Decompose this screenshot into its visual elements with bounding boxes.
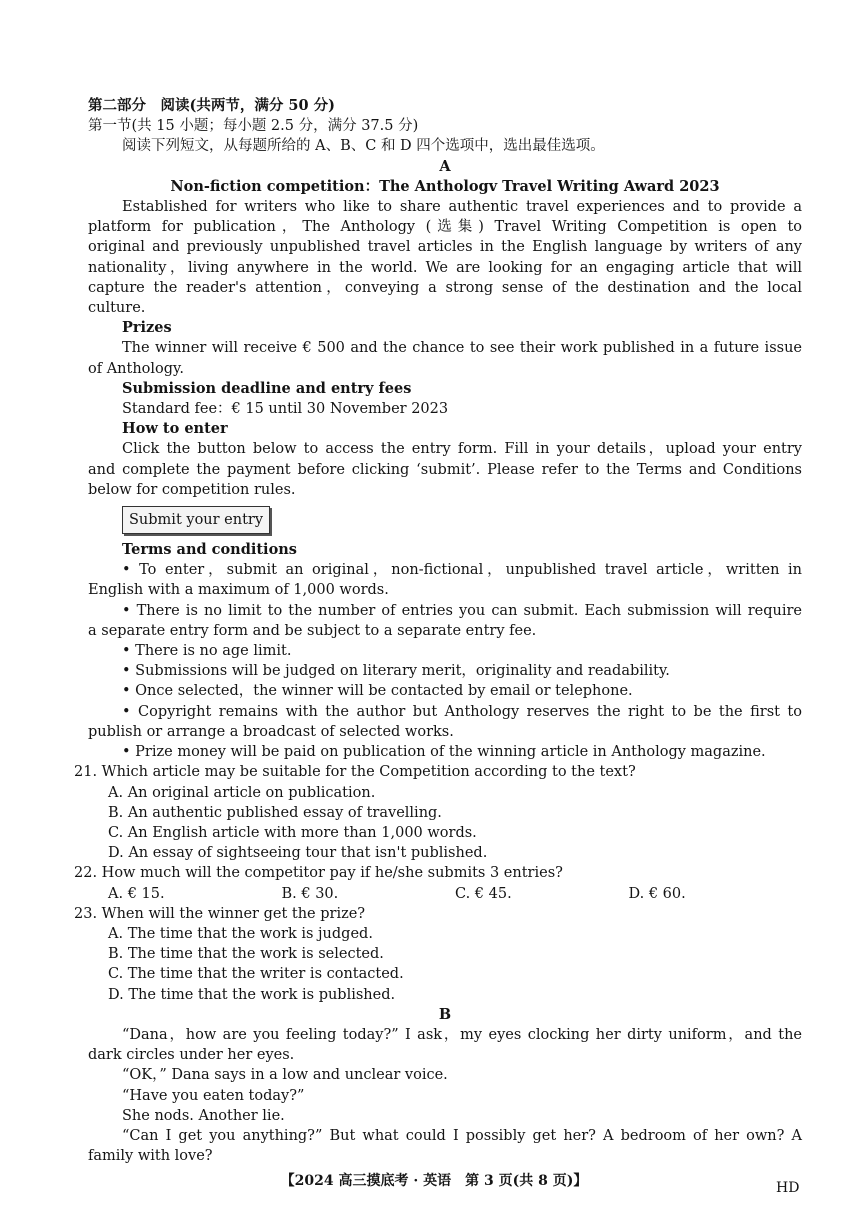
- terms-list: [88, 560, 802, 762]
- footer-code: HD: [776, 1180, 800, 1196]
- list-item: • There is no limit to the number of entries you can submit. Each submission will require: [122, 602, 802, 619]
- text-line: culture.: [88, 300, 146, 317]
- text-line: The winner will receive € 500 and the chance to see their work published in a future issue: [122, 340, 802, 357]
- option: C. € 45.: [455, 885, 512, 902]
- text-line: Click the button below to access the entry form. Fill in your details，upload your entry: [122, 441, 802, 458]
- text-line: and complete the payment before clicking ‘submit’. Please refer to the Terms and Conditions: [88, 461, 802, 478]
- submit-button-area: [88, 500, 802, 540]
- list-item: • There is no age limit.: [122, 643, 292, 660]
- terms-heading: Terms and conditions: [122, 541, 297, 559]
- prizes-heading: Prizes: [122, 319, 172, 337]
- text-line: “Dana，how are you feeling today?” I ask，my eyes clocking her dirty uniform，and the: [122, 1026, 802, 1043]
- option: B. The time that the work is selected.: [108, 946, 384, 963]
- list-item: • Submissions will be judged on literary merit，originality and readability.: [122, 663, 670, 680]
- question-stem: 23. When will the winner get the prize?: [74, 905, 366, 922]
- option: A. An original article on publication.: [108, 784, 376, 801]
- option: D. The time that the work is published.: [108, 986, 396, 1003]
- intro-paragraph: [88, 197, 802, 318]
- text-line: “OK，” Dana says in a low and unclear voice.: [122, 1067, 448, 1084]
- text-line: family with love?: [88, 1148, 213, 1165]
- option: C. The time that the writer is contacted.: [108, 966, 404, 983]
- page-footer: 【2024 高三摸底考 · 英语 第 3 页(共 8 页)】: [280, 1173, 588, 1189]
- option: A. € 15.: [108, 885, 165, 902]
- text-line: She nods. Another lie.: [122, 1107, 285, 1124]
- list-item: • Once selected，the winner will be contacted by email or telephone.: [122, 683, 633, 700]
- question-21: [74, 762, 802, 863]
- question-23: [74, 904, 802, 1005]
- question-stem: 22. How much will the competitor pay if he/she submits 3 entries?: [74, 865, 563, 882]
- passage-b-text: [88, 1025, 802, 1166]
- question-22: [74, 863, 802, 903]
- text-line: capture the reader's attention，conveying a strong sense of the destination and the local: [88, 279, 802, 296]
- list-item: • Copyright remains with the author but Anthology reserves the right to be the first to: [122, 703, 802, 720]
- option: B. An authentic published essay of travelling.: [108, 804, 442, 821]
- passage-letter-a: A: [439, 157, 451, 175]
- option: C. An English article with more than 1,000 words.: [108, 824, 477, 841]
- list-item: English with a maximum of 1,000 words.: [88, 582, 389, 599]
- passage-title: Non-fiction competition：The Anthologv Travel Writing Award 2023: [170, 177, 720, 195]
- option: D. € 60.: [628, 885, 686, 902]
- text-line: platform for publication，The Anthology (选集) Travel Writing Competition is open to: [88, 219, 802, 236]
- question-stem: 21. Which article may be suitable for the Competition according to the text?: [74, 764, 636, 781]
- text-line: dark circles under her eyes.: [88, 1047, 295, 1064]
- section-heading: 第一节(共 15 小题；每小题 2.5 分，满分 37.5 分): [88, 118, 419, 135]
- instruction: 阅读下列短文，从每题所给的 A、B、C 和 D 四个选项中，选出最佳选项。: [122, 138, 605, 155]
- option: B. € 30.: [281, 885, 339, 902]
- option: A. The time that the work is judged.: [108, 925, 373, 942]
- exam-page: [74, 96, 802, 1166]
- list-item: • To enter，submit an original，non-fictional，unpublished travel article，written in: [122, 562, 802, 579]
- option: D. An essay of sightseeing tour that isn't published.: [108, 845, 488, 862]
- text-line: nationality，living anywhere in the world. We are looking for an engaging article that will: [88, 259, 802, 276]
- passage-letter-b: B: [438, 1005, 452, 1023]
- text-line: original and previously unpublished travel articles in the English language by writers of any: [88, 239, 802, 256]
- text-line: Established for writers who like to share authentic travel experiences and to provide a: [122, 199, 802, 216]
- option-row: [74, 884, 802, 904]
- deadline-heading: Submission deadline and entry fees: [122, 379, 412, 397]
- text-line: below for competition rules.: [88, 481, 296, 498]
- text-line: “Can I get you anything?” But what could I possibly get her? A bedroom of her own? A: [122, 1127, 802, 1144]
- submit-entry-button[interactable]: Submit your entry: [122, 506, 270, 534]
- list-item: a separate entry form and be subject to a separate entry fee.: [88, 622, 537, 639]
- list-item: publish or arrange a broadcast of selected works.: [88, 723, 454, 740]
- text-line: of Anthology.: [88, 360, 184, 377]
- how-to-enter-heading: How to enter: [122, 420, 228, 438]
- text-line: “Have you eaten today?”: [122, 1087, 305, 1104]
- deadline-text: Standard fee：€ 15 until 30 November 2023: [122, 401, 449, 418]
- part-heading: 第二部分 阅读(共两节，满分 50 分): [88, 97, 335, 114]
- list-item: • Prize money will be paid on publication of the winning article in Anthology magazine.: [122, 744, 766, 761]
